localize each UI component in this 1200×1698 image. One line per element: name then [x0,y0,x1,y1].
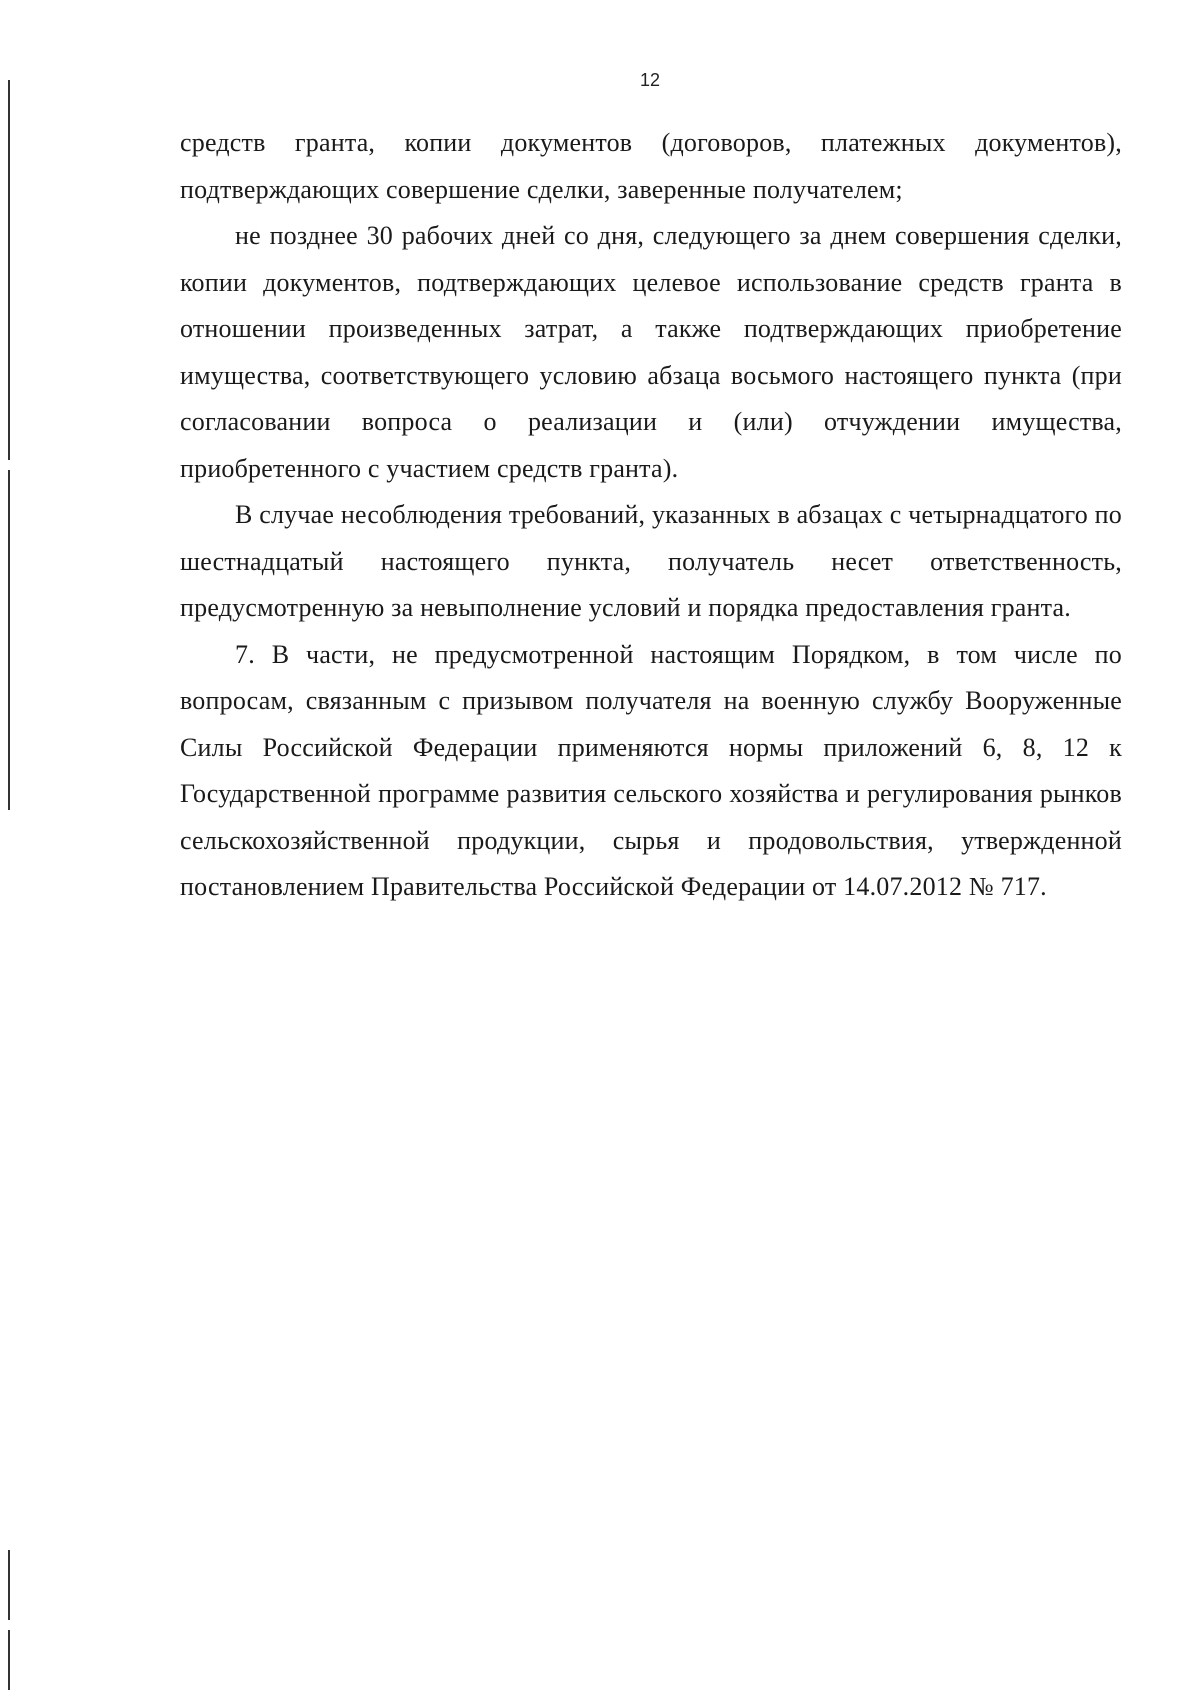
scan-edge-mark [8,1630,10,1690]
page-number: 12 [639,70,661,90]
scan-edge-mark [8,470,10,810]
paragraph: 7. В части, не предусмотренной настоящим Порядком, в том числе по вопросам, связанным с призывом получателя на военную службу Вооруженные Силы Российской Федерации применяются нормы приложений 6, 8, 12 к Государственной программе развития сельского хозяйства и регулирования рынков сельскохозяйственной продукции, сырья и продовольствия, утвержденной постановлением Правительства Российской Федерации от 14.07.2012 № 717. [180,639,1122,901]
scan-edge-mark [8,80,10,460]
scan-edge-mark [8,1550,10,1620]
paragraph: не позднее 30 рабочих дней со дня, следующего за днем совершения сделки, копии документов, подтверждающих целевое использование средств гранта в отношении произведенных затрат, а также подтверждающих приобретение имущества, соответствующего условию абзаца восьмого настоящего пункта (при согласовании вопроса о реализации и (или) отчуждении имущества, приобретенного с участием средств гранта). [180,221,1122,483]
paragraph: В случае несоблюдения требований, указанных в абзацах с четырнадцатого по шестнадцатый настоящего пункта, получатель несет ответственность, предусмотренную за невыполнение условий и порядка предоставления гранта. [180,500,1122,622]
paragraph: средств гранта, копии документов (договоров, платежных документов), подтверждающих совершение сделки, заверенные получателем; [180,128,1122,204]
document-body [180,120,1122,911]
